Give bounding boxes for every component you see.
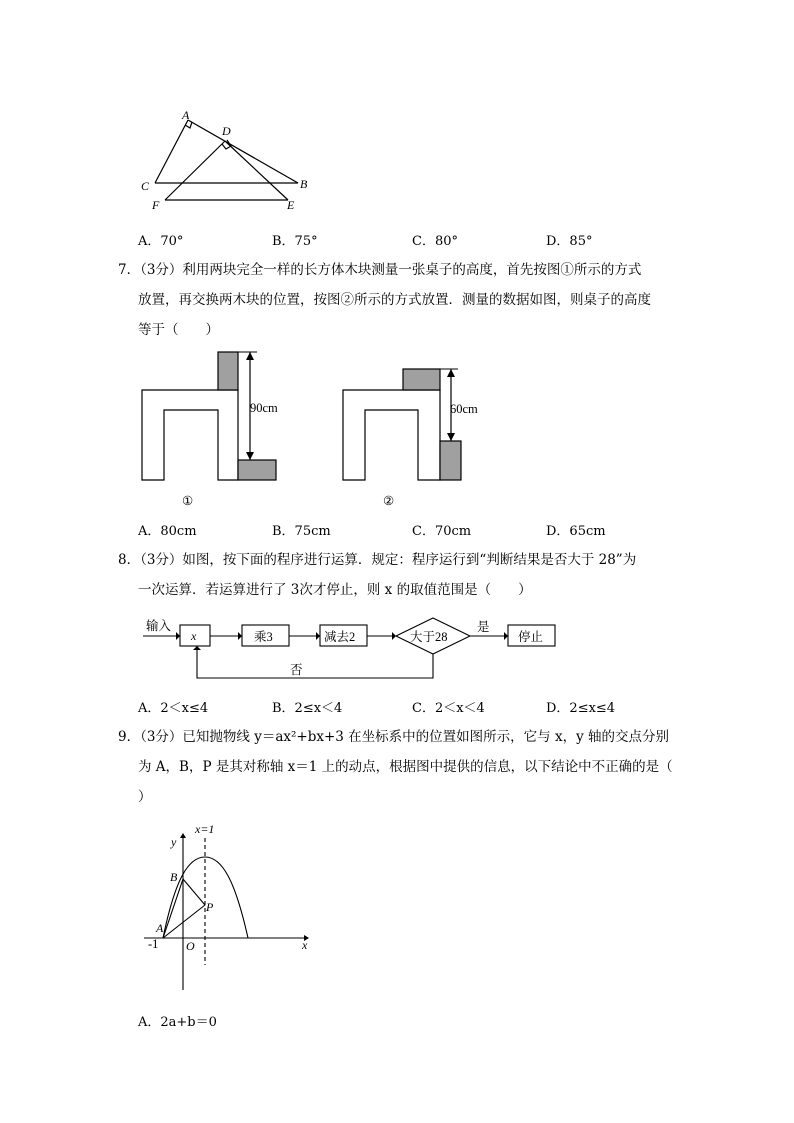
q8-stem-line2: 一次运算．若运算进行了 3次才停止，则 x 的取值范围是（ ） <box>138 582 532 598</box>
origin-label: O <box>186 939 195 953</box>
block-bottom-1 <box>238 460 276 480</box>
label-A: A <box>182 108 190 122</box>
flow-x-label: x <box>191 629 197 643</box>
label-E: E <box>287 198 295 212</box>
q7-stem-line3: 等于（ ） <box>138 322 219 338</box>
q8-stem-line1: 8．（3分）如图，按下面的程序进行运算．规定：程序运行到“判断结果是否大于 28”为 <box>118 552 637 568</box>
line-AC <box>155 120 188 183</box>
caption-1: ① <box>182 494 194 508</box>
q9-stem-line2: 为 A，B，P 是其对称轴 x＝1 上的动点，根据图中提供的信息，以下结论中不正确的是（ <box>138 759 673 775</box>
q9-stem-line1: 9．（3分）已知抛物线 y＝ax²+bx+3 在坐标系中的位置如图所示，它与 x，y 轴的交点分别 <box>118 729 670 745</box>
q8-option-c[interactable]: C．2＜x＜4 <box>412 701 485 716</box>
flow-stop-label: 停止 <box>518 630 544 644</box>
q6-option-d[interactable]: D．85° <box>546 234 593 249</box>
caption-2: ② <box>383 494 395 508</box>
q7-stem-line2: 放置，再交换两木块的位置，按图②所示的方式放置．测量的数据如图，则桌子的高度 <box>138 292 651 308</box>
flow-no-label: 否 <box>290 663 303 677</box>
line-DF <box>165 141 225 200</box>
q7-option-d[interactable]: D．65cm <box>546 524 606 539</box>
label-F: F <box>152 198 160 212</box>
q7-option-c[interactable]: C．70cm <box>412 524 472 539</box>
q7-option-a[interactable]: A．80cm <box>138 524 197 539</box>
label-C: C <box>141 179 150 193</box>
segment-BP <box>183 879 205 905</box>
table-2 <box>343 390 440 480</box>
table-1 <box>142 390 238 480</box>
label-B: B <box>300 177 308 191</box>
x-axis-label: x <box>302 938 308 952</box>
segment-AB <box>163 879 183 938</box>
line-DE <box>225 141 288 200</box>
q6-option-b[interactable]: B．75° <box>272 234 318 249</box>
label-D: D <box>222 124 231 138</box>
block-top-2 <box>403 369 440 390</box>
line-AB <box>188 120 298 183</box>
point-P-label: P <box>206 900 214 914</box>
q9-stem-line3: ） <box>138 789 152 805</box>
q7-block-figures <box>130 345 480 515</box>
right-angle-D <box>222 140 231 149</box>
block-bottom-2 <box>440 441 461 480</box>
symmetry-label: x=1 <box>195 822 215 836</box>
q8-option-d[interactable]: D．2≤x≤4 <box>546 701 616 716</box>
q9-option-a[interactable]: A．2a+b＝0 <box>138 1015 217 1030</box>
q8-flowchart <box>130 612 570 682</box>
q6-triangle-figure <box>130 100 330 220</box>
q6-option-c[interactable]: C．80° <box>412 234 458 249</box>
block-top-1 <box>218 352 238 390</box>
flow-sub-label: 减去2 <box>324 630 356 644</box>
neg1-label: -1 <box>148 937 159 951</box>
measure-label-1: 90cm <box>250 401 278 415</box>
q9-parabola-graph <box>140 815 320 995</box>
q7-stem-line1: 7．（3分）利用两块完全一样的长方体木块测量一张桌子的高度，首先按图①所示的方式 <box>118 262 642 278</box>
point-A-label: A <box>156 921 164 935</box>
q8-option-a[interactable]: A．2＜x≤4 <box>138 701 209 716</box>
y-axis-label: y <box>171 835 177 849</box>
flow-cond-label: 大于28 <box>410 630 448 644</box>
measure-label-2: 60cm <box>450 402 478 416</box>
q6-option-a[interactable]: A．70° <box>138 234 184 249</box>
flow-mul-label: 乘3 <box>254 630 273 644</box>
point-B-label: B <box>170 870 178 884</box>
flow-input-label: 输入 <box>146 619 172 633</box>
q7-option-b[interactable]: B．75cm <box>272 524 331 539</box>
flow-yes-label: 是 <box>477 620 490 634</box>
q8-option-b[interactable]: B．2≤x＜4 <box>272 701 343 716</box>
